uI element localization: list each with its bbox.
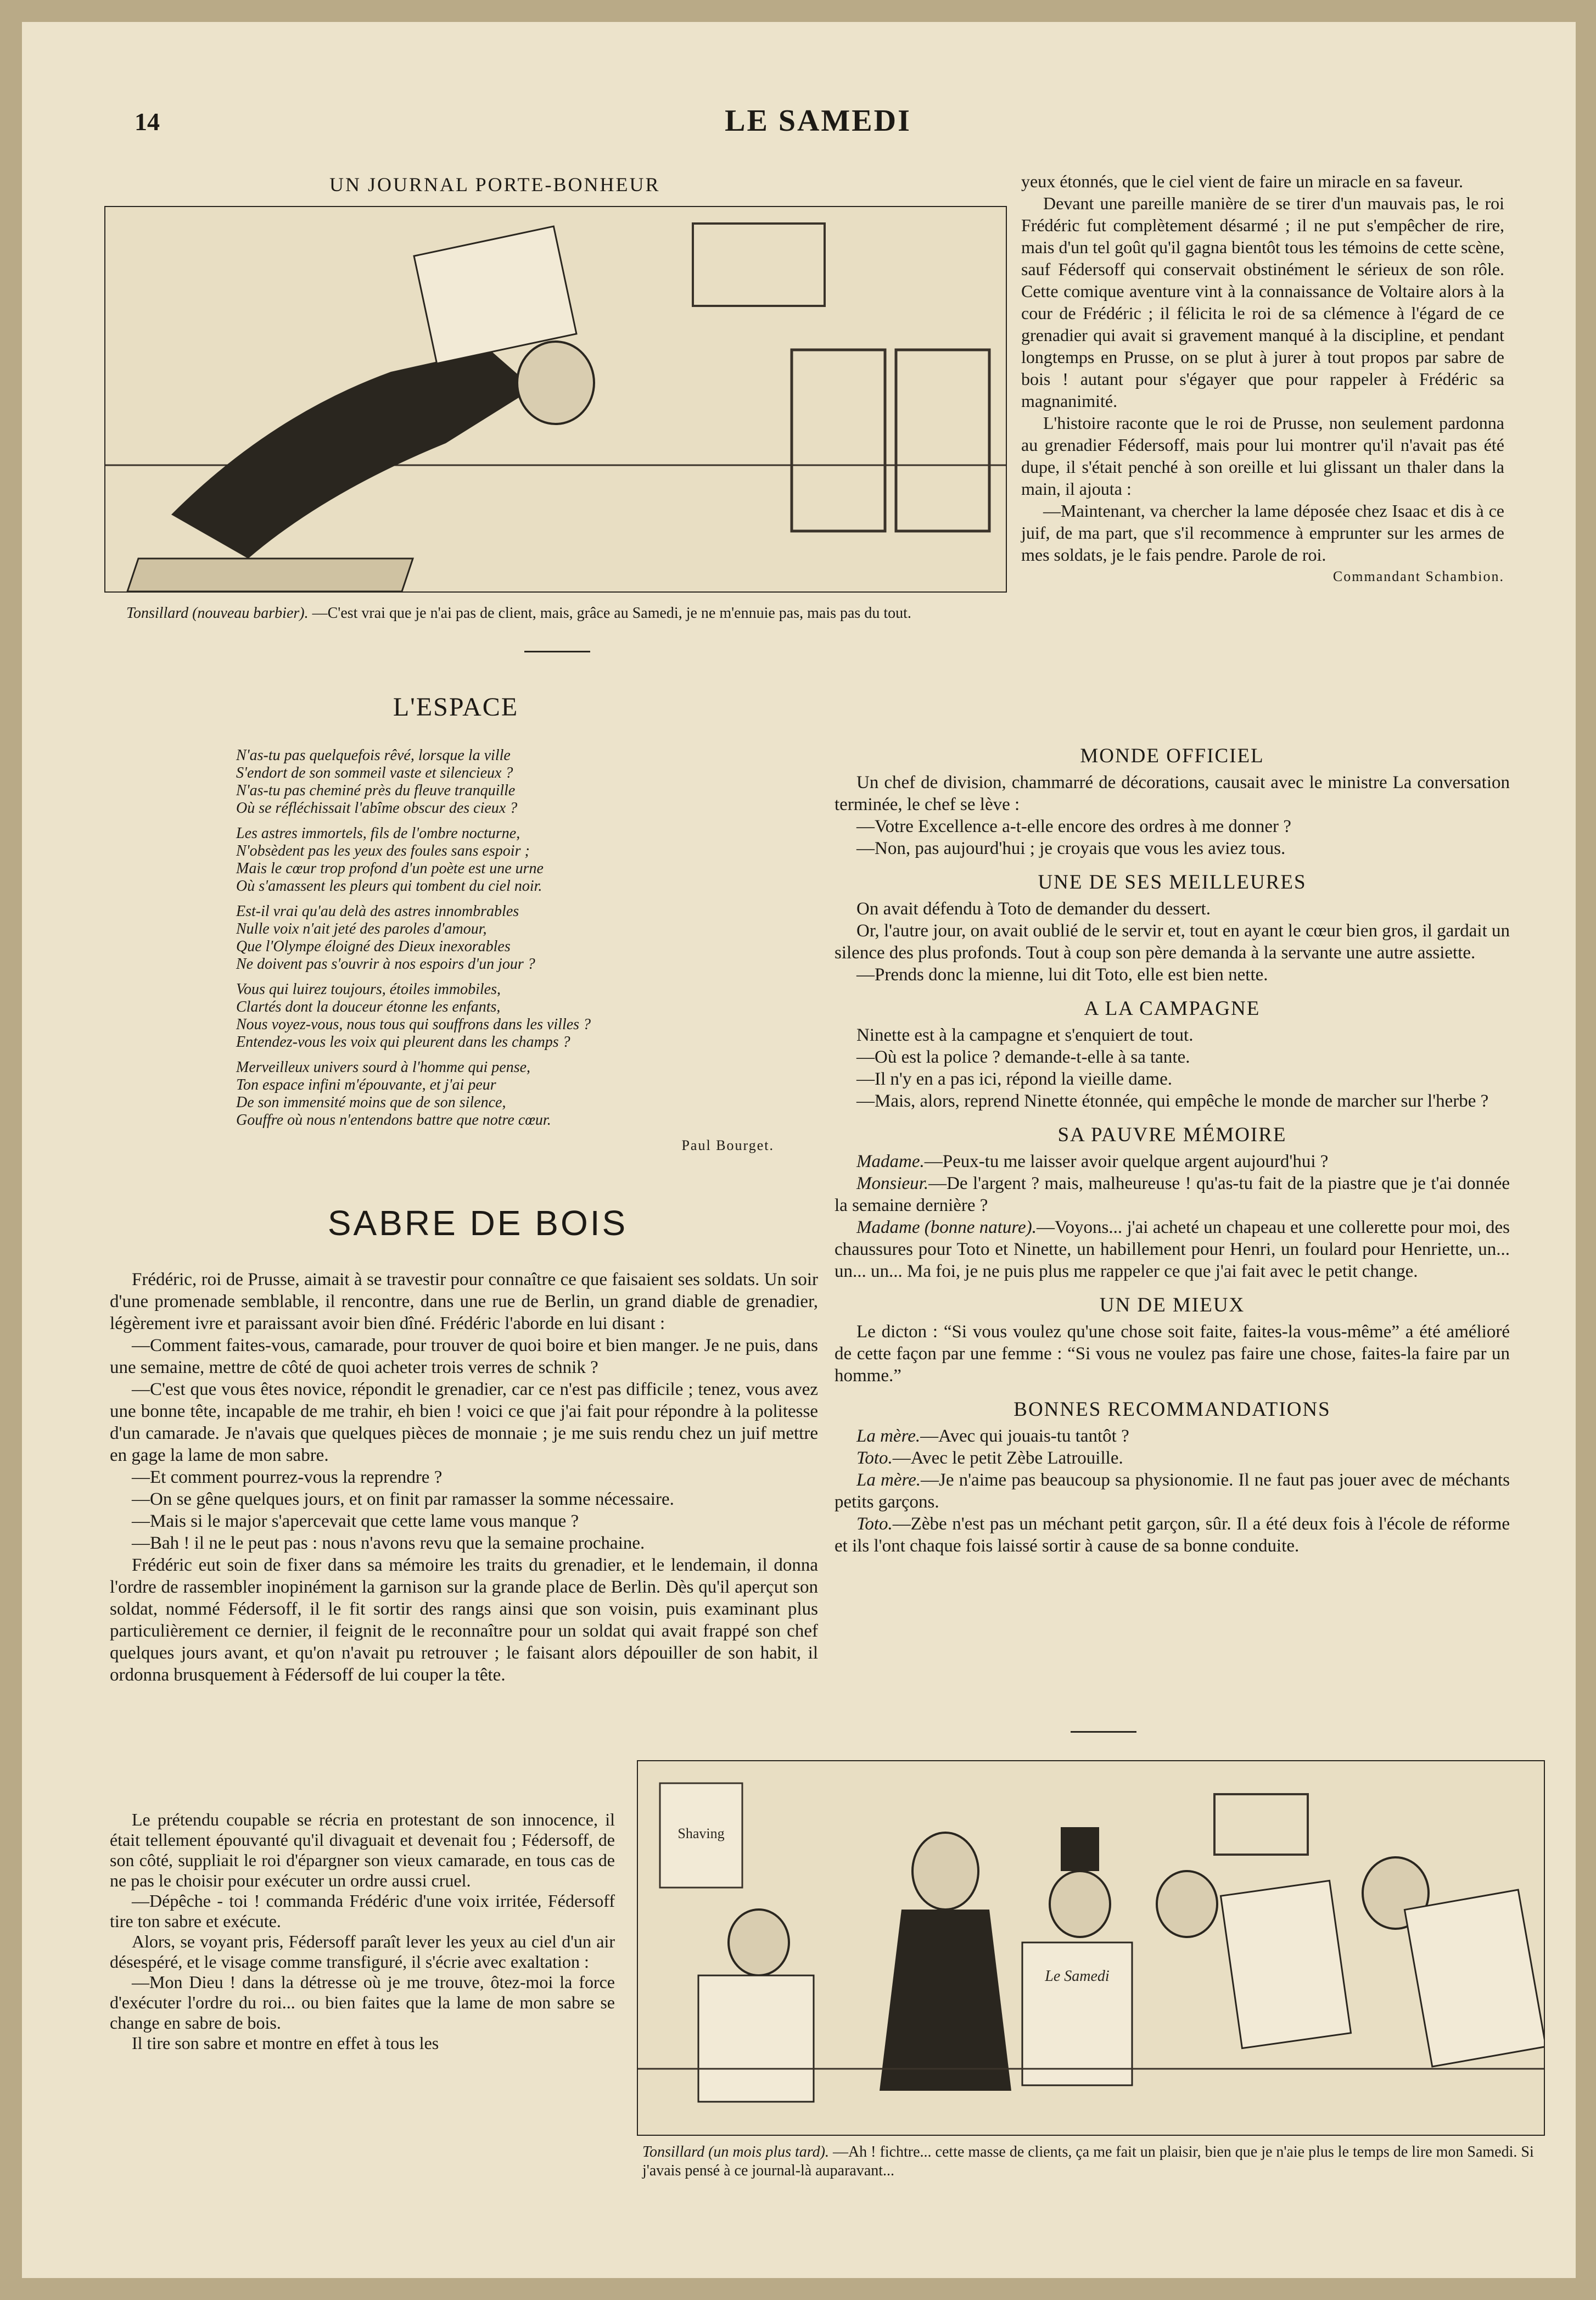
- newspaper-page: [22, 22, 1576, 2278]
- bonnes-title: BONNES RECOMMANDATIONS: [1013, 1398, 1331, 1421]
- ill1-title: UN JOURNAL PORTE-BONHEUR: [329, 174, 660, 196]
- sabre-paragraph: Il tire son sabre et montre en effet à tous les: [132, 2033, 439, 2053]
- poem-body: [236, 747, 774, 1154]
- barber-illustration: [104, 206, 1007, 593]
- campagne-paragraph: —Il n'y en a pas ici, répond la vieille dame.: [856, 1069, 1173, 1089]
- shaving-sign: Shaving: [677, 1826, 725, 1841]
- memoire-paragraph: [835, 1173, 1510, 1216]
- line: —Peux-tu me laisser avoir quelque argent aujourd'hui ?: [924, 1152, 1329, 1171]
- line: —Avec qui jouais-tu tantôt ?: [920, 1426, 1129, 1446]
- bonnes-paragraph: [835, 1513, 1510, 1557]
- divider: [1071, 1731, 1136, 1733]
- speaker: Madame.: [856, 1152, 925, 1171]
- poem-line: Ton espace infini m'épouvante, et j'ai peur: [236, 1076, 496, 1093]
- poem-line: Les astres immortels, fils de l'ombre nocturne,: [236, 825, 520, 842]
- campagne-paragraph: —Où est la police ? demande-t-elle à sa tante.: [856, 1047, 1190, 1067]
- barber-drawing: [105, 207, 1006, 591]
- speaker: Madame (bonne nature).: [856, 1218, 1037, 1237]
- poem-title: L'ESPACE: [393, 693, 519, 722]
- sabre-paragraph: Devant une pareille manière de se tirer d'un mauvais pas, le roi Frédéric fut complètement désarmé ; il ne put s'empêcher de rire, mais d'un tel goût qu'il gagna bientôt tous les témoins de cette scène, sauf Fédersoff qui conservait obstinément le sérieux de son rôle. Cette comique aventure vint à la connaissance de Voltaire alors à la cour de Frédéric ; il félicita le roi de sa clémence à l'égard de ce grenadier qui avait si gravement manqué à la discipline, et pendant longtemps en Prusse, on se plut à jurer à tout propos par sabre de bois ! autant pour s'égayer que pour rappeler à Frédéric sa magnanimité.: [1021, 193, 1504, 411]
- poem-line: Clartés dont la douceur étonne les enfants,: [236, 998, 501, 1015]
- sabre-paragraph: Frédéric eut soin de fixer dans sa mémoire les traits du grenadier, et le lendemain, il donna l'ordre de rassembler inopinément la garnison sur la grande place de Berlin. Dès qu'il aperçut son soldat, nommé Fédersoff, il le fit sortir des rangs ainsi que son voisin, puis examinant plus particulièrement ce dernier, il feignit de le reconnaître pour un soldat qui avait frappé son chef quelques jours avant, et qu'on n'avait pu retrouver ; le faisant alors dépouiller de son habit, il ordonna brusquement à Fédersoff de lui couper la tête.: [110, 1555, 818, 1685]
- anecdotes-column: [835, 733, 1510, 1557]
- poem-line: S'endort de son sommeil vaste et silencieux ?: [236, 764, 513, 781]
- sabre-column-left-narrow: [110, 1810, 615, 2053]
- poem-line: Nulle voix n'ait jeté des paroles d'amour,: [236, 920, 487, 937]
- speaker: La mère.: [856, 1426, 921, 1446]
- sabre-paragraph: —Comment faites-vous, camarade, pour trouver de quoi boire et bien manger. Je ne puis, dans une semaine, mettre de côté de quoi acheter trois verres de schnik ?: [110, 1336, 818, 1377]
- ill1-caption: [126, 604, 1010, 623]
- poem-line: N'as-tu pas quelquefois rêvé, lorsque la ville: [236, 747, 511, 764]
- poem-line: De son immensité moins que de son silence,: [236, 1094, 506, 1111]
- sabre-paragraph: Alors, se voyant pris, Fédersoff paraît lever les yeux au ciel d'un air désespéré, et le visage comme transfiguré, il s'écrie avec exaltation :: [110, 1931, 615, 1972]
- le-samedi-newspaper: Le Samedi: [1045, 1968, 1110, 1985]
- mieux-paragraph: Le dicton : “Si vous voulez qu'une chose soit faite, faites-la vous-même” a été amélioré de cette façon par une femme : “Si vous ne voulez pas faire une chose, faites-la faire par un homme.”: [835, 1322, 1510, 1386]
- poem-line: Est-il vrai qu'au delà des astres innombrables: [236, 903, 519, 920]
- memoire-paragraph: [835, 1151, 1510, 1173]
- meilleures-paragraph: On avait défendu à Toto de demander du dessert.: [856, 899, 1211, 919]
- campagne-paragraph: —Mais, alors, reprend Ninette étonnée, qui empêche le monde de marcher sur l'herbe ?: [856, 1091, 1489, 1111]
- sabre-paragraph: yeux étonnés, que le ciel vient de faire un miracle en sa faveur.: [1021, 171, 1463, 191]
- ill2-caption: [642, 2143, 1543, 2180]
- sabre-paragraph: Frédéric, roi de Prusse, aimait à se travestir pour connaître ce que faisaient ses soldats. Un soir d'une promenade semblable, il rencontre, dans une rue de Berlin, un grand diable de grenadier, légèrement ivre et paraissant avoir bien dîné. Frédéric l'aborde en lui disant :: [110, 1270, 818, 1333]
- sabre-paragraph: —Maintenant, va chercher la lame déposée chez Isaac et dis à ce juif, de ma part, que s'il recommence à emprunter sur les armes de mes soldats, je le fais pendre. Parole de roi.: [1021, 501, 1504, 565]
- poem-line: N'as-tu pas cheminé près du fleuve tranquille: [236, 782, 516, 799]
- poem-line: Où se réfléchissait l'abîme obscur des cieux ?: [236, 800, 518, 817]
- sabre-title: SABRE DE BOIS: [327, 1203, 628, 1243]
- sabre-paragraph: L'histoire raconte que le roi de Prusse, non seulement pardonna au grenadier Fédersoff, mais pour lui montrer qu'il n'avait pas été dupe, il s'était penché à son oreille et lui glissant un thaler dans la main, il ajouta :: [1021, 413, 1504, 499]
- sabre-paragraph: —Et comment pourrez-vous la reprendre ?: [132, 1467, 443, 1487]
- poem-line: Mais le cœur trop profond d'un poète est une urne: [236, 860, 544, 877]
- meilleures-paragraph: Or, l'autre jour, on avait oublié de le servir et, tout en ayant le cœur bien gros, il gardait un silence des plus profonds. Tout à coup son père demanda à la servante une autre assiette.: [835, 921, 1510, 963]
- memoire-title: SA PAUVRE MÉMOIRE: [1057, 1124, 1287, 1146]
- poem-line: Ne doivent pas s'ouvrir à nos espoirs d'un jour ?: [236, 956, 535, 973]
- sabre-paragraph: —Dépêche - toi ! commanda Frédéric d'une voix irritée, Fédersoff tire ton sabre et exécute.: [110, 1891, 615, 1931]
- campagne-paragraph: Ninette est à la campagne et s'enquiert de tout.: [856, 1025, 1194, 1045]
- line: —Je n'aime pas beaucoup sa physionomie. Il ne faut pas jouer avec de méchants petits garçons.: [835, 1470, 1510, 1512]
- meilleures-title: UNE DE SES MEILLEURES: [1038, 871, 1307, 894]
- monde-paragraph: —Non, pas aujourd'hui ; je croyais que vous les aviez tous.: [856, 839, 1286, 858]
- ill2-caption-text: —Ah ! fichtre... cette masse de clients, ça me fait un plaisir, bien que je n'aie plus le temps de lire mon Samedi. Si j'avais pensé à ce journal-là auparavant...: [642, 2143, 1534, 2179]
- ill1-caption-text: —C'est vrai que je n'ai pas de client, mais, grâce au Samedi, je ne m'ennuie pas, mais pas du tout.: [312, 605, 911, 622]
- poem-stanza: [236, 903, 774, 973]
- sabre-paragraph: —Bah ! il ne le peut pas : nous n'avons revu que la semaine prochaine.: [132, 1533, 645, 1553]
- crowd-drawing: [638, 1761, 1544, 2135]
- bonnes-paragraph: [835, 1469, 1510, 1513]
- monde-title: MONDE OFFICIEL: [1080, 745, 1264, 767]
- campagne-title: A LA CAMPAGNE: [1084, 997, 1261, 1020]
- line: —Avec le petit Zèbe Latrouille.: [892, 1448, 1123, 1468]
- sabre-author: Commandant Schambion.: [1332, 568, 1504, 584]
- poem-line: Que l'Olympe éloigné des Dieux inexorables: [236, 938, 511, 955]
- poem-line: N'obsèdent pas les yeux des foules sans espoir ;: [236, 842, 530, 859]
- poem-line: Merveilleux univers sourd à l'homme qui pense,: [236, 1059, 531, 1076]
- monde-paragraph: Un chef de division, chammarré de décorations, causait avec le ministre La conversation terminée, le chef se lève :: [835, 773, 1510, 814]
- poem-line: Gouffre où nous n'entendons battre que notre cœur.: [236, 1112, 551, 1129]
- poem-stanza: [236, 825, 774, 895]
- bonnes-paragraph: [835, 1447, 1510, 1469]
- sabre-paragraph: —Mais si le major s'apercevait que cette lame vous manque ?: [132, 1511, 579, 1531]
- barbershop-crowd-illustration: [637, 1760, 1545, 2136]
- poem-line: Où s'amassent les pleurs qui tombent du ciel noir.: [236, 878, 542, 895]
- poem-stanza: [236, 981, 774, 1051]
- poem-stanza: [236, 747, 774, 817]
- mieux-title: UN DE MIEUX: [1099, 1294, 1245, 1316]
- speaker: Toto.: [856, 1514, 893, 1534]
- sabre-paragraph: —C'est que vous êtes novice, répondit le grenadier, car ce n'est pas difficile ; tenez, vous avez une bonne tête, incapable de me trahir, eh bien ! voici ce que j'ai fait pour répondre à la politesse d'un camarade. Je n'avais que quelques pièces de monnaie ; je me suis rendu chez un juif mettre en gage la lame de mon sabre.: [110, 1380, 818, 1465]
- poem-line: Entendez-vous les voix qui pleurent dans les champs ?: [236, 1034, 570, 1051]
- line: —Zèbe n'est pas un méchant petit garçon, sûr. Il a été deux fois à l'école de réforme et ils l'ont chaque fois laissé sortir à cause de sa bonne conduite.: [835, 1514, 1510, 1556]
- poem-line: Nous voyez-vous, nous tous qui souffrons dans les villes ?: [236, 1016, 591, 1033]
- memoire-paragraph: [835, 1216, 1510, 1282]
- sabre-column-right: [1021, 170, 1504, 588]
- ill2-caption-who: Tonsillard (un mois plus tard).: [642, 2143, 829, 2161]
- poem-line: Vous qui luirez toujours, étoiles immobiles,: [236, 981, 501, 998]
- line: —Voyons... j'ai acheté un chapeau et une collerette pour moi, des chaussures pour Toto et Ninette, un habillement pour Henri, un foulard pour Henriette, un... un... un... Ma foi, je ne puis plus me rappeler ce que j'ai fait avec le petit change.: [835, 1218, 1510, 1281]
- poem-stanza: [236, 1059, 774, 1129]
- sabre-paragraph: —Mon Dieu ! dans la détresse où je me trouve, ôtez-moi la force d'exécuter l'ordre du roi... ou bien faites que la lame de mon sabre se change en sabre de bois.: [110, 1972, 615, 2033]
- bonnes-paragraph: [835, 1425, 1510, 1447]
- speaker: La mère.: [856, 1470, 921, 1490]
- speaker: Monsieur.: [856, 1174, 929, 1193]
- speaker: Toto.: [856, 1448, 893, 1468]
- ill1-caption-who: Tonsillard (nouveau barbier).: [126, 605, 309, 622]
- monde-paragraph: —Votre Excellence a-t-elle encore des ordres à me donner ?: [856, 817, 1291, 836]
- sabre-paragraph: —On se gêne quelques jours, et on finit par ramasser la somme nécessaire.: [132, 1489, 674, 1509]
- page-number: 14: [135, 108, 160, 136]
- divider: [524, 651, 590, 652]
- meilleures-paragraph: —Prends donc la mienne, lui dit Toto, elle est bien nette.: [856, 965, 1268, 985]
- sabre-paragraph: Le prétendu coupable se récria en protestant de son innocence, il était tellement épouvanté qu'il divaguait et devenait fou ; Fédersoff, de son côté, suppliait le roi d'épargner son vieux camarade, en tous cas de ne pas le choisir pour exécuter un ordre aussi cruel.: [110, 1810, 615, 1890]
- line: —De l'argent ? mais, malheureuse ! qu'as-tu fait de la piastre que je t'ai donnée la semaine dernière ?: [835, 1174, 1510, 1215]
- poem-author: Paul Bourget.: [681, 1137, 774, 1153]
- sabre-column-left: [110, 1269, 818, 1686]
- masthead: LE SAMEDI: [725, 104, 911, 138]
